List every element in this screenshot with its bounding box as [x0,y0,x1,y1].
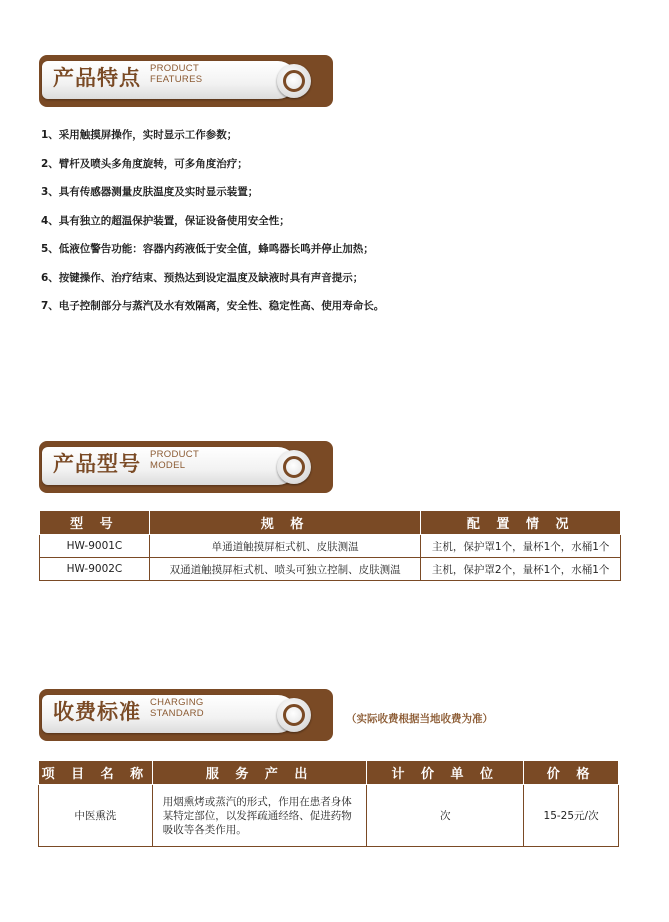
feature-item: 4、具有独立的超温保护装置，保证设备使用安全性； [41,214,290,227]
model-table-header-cell: 型 号 [40,511,150,535]
model-cell: HW-9002C [40,558,150,581]
feature-item: 1、采用触摸屏操作，实时显示工作参数； [41,129,238,141]
config-cell: 主机，保护罩1个，量杯1个，水桶1个 [421,535,621,558]
model-banner [39,441,333,493]
features-title: 产品特点 [53,66,141,90]
charging-note: （实际收费根据当地收费为准） [346,713,493,725]
model-title: 产品型号 [53,452,141,476]
features-banner [39,55,333,107]
model-subtitle-line1: PRODUCT [150,449,200,460]
charging-table-header-cell: 服 务 产 出 [152,761,367,785]
feature-item: 7、电子控制部分与蒸汽及水有效隔离，安全性、稳定性高、使用寿命长。 [41,300,385,312]
charging-title: 收费标准 [53,700,141,724]
features-subtitle-line2: FEATURES [150,74,203,85]
model-table-header-cell: 配 置 情 况 [421,511,621,535]
charging-banner [39,689,333,741]
model-table [39,510,621,581]
config-cell: 主机，保护罩2个，量杯1个，水桶1个 [421,558,621,581]
model-subtitle-line2: MODEL [150,460,186,471]
table-row [40,535,621,558]
table-row [39,785,619,847]
model-table-header-cell: 规 格 [149,511,421,535]
charging-table-header-cell: 计 价 单 位 [367,761,524,785]
feature-item: 3、具有传感器测量皮肤温度及实时显示装置； [41,186,259,198]
ring-icon [277,698,311,732]
service-cell: 用烟熏烤或蒸汽的形式，作用在患者身体某特定部位，以发挥疏通经络、促进药物吸收等各类作用。 [152,785,367,847]
model-cell: HW-9001C [40,535,150,558]
spec-cell: 双通道触摸屏柜式机、喷头可独立控制、皮肤测温 [149,558,421,581]
model-table-header [40,511,621,535]
features-subtitle-line1: PRODUCT [150,63,200,74]
features-list [41,127,384,327]
charging-subtitle [150,697,204,719]
table-row [40,558,621,581]
feature-item: 2、臂杆及喷头多角度旋转，可多角度治疗； [41,157,248,170]
unit-cell: 次 [367,785,524,847]
model-subtitle [150,449,199,471]
charging-table-header-cell: 项 目 名 称 [39,761,153,785]
spec-cell: 单通道触摸屏柜式机、皮肤测温 [149,535,421,558]
charging-table [38,760,619,847]
price-cell: 15-25元/次 [524,785,619,847]
charging-subtitle-line1: CHARGING [150,697,204,708]
charging-subtitle-line2: STANDARD [150,708,204,719]
features-subtitle [150,63,202,85]
feature-item: 5、低液位警告功能：容器内药液低于安全值，蜂鸣器长鸣并停止加热； [41,243,374,255]
ring-icon [277,64,311,98]
item-name-cell: 中医熏洗 [39,785,153,847]
charging-table-header [39,761,619,785]
charging-table-header-cell: 价 格 [524,761,619,785]
feature-item: 6、按键操作、治疗结束、预热达到设定温度及缺液时具有声音提示； [41,271,364,284]
ring-icon [277,450,311,484]
